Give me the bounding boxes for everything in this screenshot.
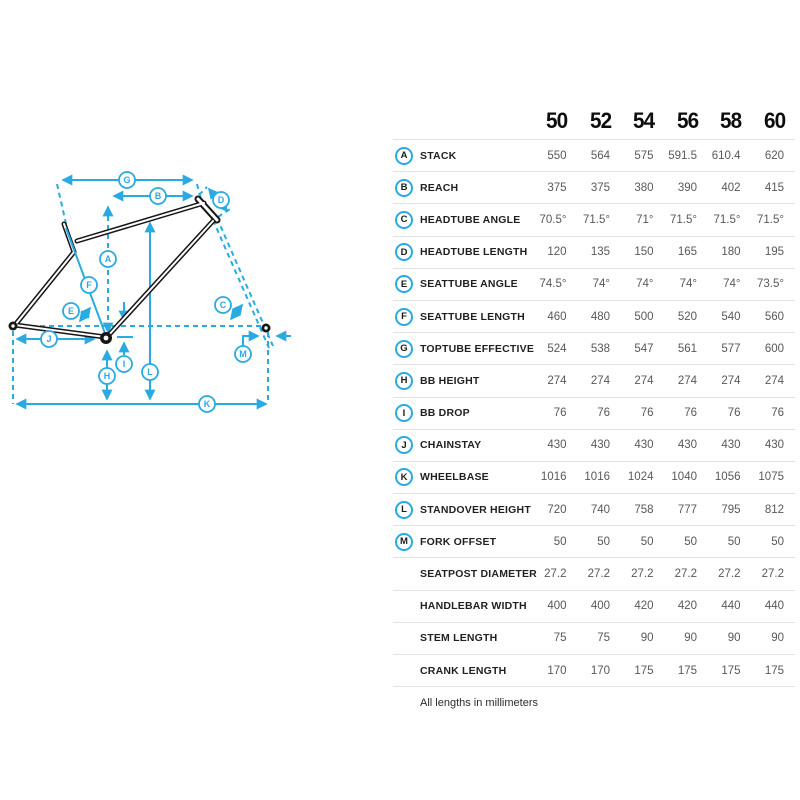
row-letter: H bbox=[400, 375, 408, 387]
geometry-row-stem-length bbox=[393, 622, 795, 654]
row-value: 74.5° bbox=[539, 278, 567, 291]
row-value: 540 bbox=[721, 310, 741, 323]
row-value: 74° bbox=[636, 278, 654, 291]
row-value: 610.4 bbox=[711, 149, 741, 162]
diagram-label-headtube-angle bbox=[215, 297, 231, 313]
row-letter: E bbox=[400, 278, 408, 290]
diagram-label-bb-drop bbox=[116, 356, 132, 372]
row-value: 520 bbox=[677, 310, 697, 323]
row-label: BB DROP bbox=[420, 407, 470, 420]
svg-text:J: J bbox=[46, 334, 52, 345]
svg-text:B: B bbox=[154, 191, 162, 202]
row-value: 1016 bbox=[584, 471, 610, 484]
geometry-row-seatpost-diameter bbox=[393, 557, 795, 589]
diagram-label-stack bbox=[100, 251, 116, 267]
row-value: 175 bbox=[677, 664, 697, 677]
geometry-row-headtube-angle bbox=[393, 203, 795, 235]
row-value: 538 bbox=[590, 342, 610, 355]
row-value: 74° bbox=[592, 278, 610, 291]
row-letter: I bbox=[402, 407, 406, 419]
headtube-ext-guide-bottom bbox=[218, 209, 230, 217]
row-value: 577 bbox=[721, 342, 741, 355]
row-value: 71.5° bbox=[670, 213, 697, 226]
diagram-label-toptube bbox=[119, 172, 135, 188]
geometry-row-handlebar-width bbox=[393, 590, 795, 622]
svg-text:E: E bbox=[67, 306, 75, 317]
row-letter-badge bbox=[395, 436, 413, 454]
row-value: 375 bbox=[590, 181, 610, 194]
row-label: HANDLEBAR WIDTH bbox=[420, 600, 527, 613]
diagram-label-bb-height bbox=[99, 368, 115, 384]
diagram-label-headtube-length bbox=[213, 192, 229, 208]
row-value: 50 bbox=[597, 535, 610, 548]
row-value: 795 bbox=[721, 503, 741, 516]
svg-text:C: C bbox=[219, 300, 227, 311]
geometry-row-toptube-effective bbox=[393, 332, 795, 364]
row-value: 76 bbox=[597, 407, 610, 420]
row-value: 402 bbox=[721, 181, 741, 194]
row-value: 274 bbox=[634, 374, 654, 387]
row-value: 120 bbox=[547, 246, 567, 259]
row-letter: F bbox=[401, 311, 407, 323]
size-column-header: 52 bbox=[589, 108, 611, 133]
row-value: 591.5 bbox=[668, 149, 697, 162]
row-value: 420 bbox=[677, 600, 697, 613]
frame-outline bbox=[15, 199, 217, 337]
svg-text:M: M bbox=[239, 349, 247, 360]
row-value: 150 bbox=[634, 246, 654, 259]
row-value: 135 bbox=[590, 246, 610, 259]
row-value: 50 bbox=[727, 535, 741, 548]
row-value: 175 bbox=[634, 664, 654, 677]
row-value: 430 bbox=[764, 439, 784, 452]
row-value: 73.5° bbox=[757, 278, 784, 291]
units-note: All lengths in millimeters bbox=[420, 697, 538, 710]
row-value: 90 bbox=[684, 632, 697, 645]
row-letter: B bbox=[400, 182, 408, 194]
row-value: 430 bbox=[677, 439, 697, 452]
row-value: 27.2 bbox=[718, 568, 741, 581]
size-column-header: 58 bbox=[720, 108, 742, 133]
row-value: 274 bbox=[590, 374, 610, 387]
svg-text:L: L bbox=[147, 367, 153, 378]
row-value: 76 bbox=[684, 407, 697, 420]
row-value: 550 bbox=[547, 149, 567, 162]
row-value: 75 bbox=[553, 632, 567, 645]
row-label: SEATPOST DIAMETER bbox=[420, 568, 537, 581]
row-value: 547 bbox=[634, 342, 654, 355]
row-value: 430 bbox=[721, 439, 741, 452]
row-value: 440 bbox=[764, 600, 784, 613]
row-label: STANDOVER HEIGHT bbox=[420, 503, 531, 516]
row-letter-badge bbox=[395, 179, 413, 197]
row-value: 1056 bbox=[714, 471, 741, 484]
svg-text:D: D bbox=[217, 195, 225, 206]
row-value: 50 bbox=[640, 535, 654, 548]
front-axle bbox=[262, 324, 271, 333]
row-value: 71.5° bbox=[757, 213, 784, 226]
diagram-label-standover bbox=[142, 364, 158, 380]
row-label: FORK OFFSET bbox=[420, 535, 497, 548]
geometry-row-crank-length bbox=[393, 654, 795, 686]
geometry-row-bb-drop bbox=[393, 397, 795, 429]
row-value: 27.2 bbox=[631, 568, 654, 581]
size-column-header: 50 bbox=[546, 108, 568, 133]
row-value: 27.2 bbox=[761, 568, 784, 581]
row-value: 720 bbox=[547, 503, 567, 516]
row-value: 74° bbox=[723, 278, 741, 291]
row-letter: D bbox=[400, 246, 408, 258]
size-header-row bbox=[393, 103, 795, 139]
row-value: 1075 bbox=[758, 471, 784, 484]
row-value: 90 bbox=[640, 632, 654, 645]
fork-offset-bracket bbox=[243, 336, 258, 346]
geometry-row-stack bbox=[393, 139, 795, 171]
diagram-label-reach bbox=[150, 188, 166, 204]
row-value: 274 bbox=[764, 374, 784, 387]
row-value: 415 bbox=[764, 181, 784, 194]
row-letter-badge bbox=[395, 243, 413, 261]
row-value: 1024 bbox=[627, 471, 654, 484]
row-letter-badge bbox=[395, 147, 413, 165]
row-value: 165 bbox=[677, 246, 697, 259]
row-value: 170 bbox=[547, 664, 567, 677]
row-value: 76 bbox=[771, 407, 784, 420]
rear-axle bbox=[9, 322, 18, 331]
row-value: 575 bbox=[634, 149, 654, 162]
row-value: 500 bbox=[634, 310, 654, 323]
svg-text:A: A bbox=[104, 254, 112, 265]
row-letter-badge bbox=[395, 372, 413, 390]
row-value: 430 bbox=[634, 439, 654, 452]
row-value: 777 bbox=[677, 503, 697, 516]
row-value: 400 bbox=[590, 600, 610, 613]
row-label: HEADTUBE ANGLE bbox=[420, 213, 521, 226]
size-column-header: 54 bbox=[633, 108, 655, 133]
svg-text:F: F bbox=[86, 280, 92, 291]
diagram-label-fork-offset bbox=[235, 346, 251, 362]
row-label: CRANK LENGTH bbox=[420, 664, 507, 677]
seattube-angle-arrow bbox=[80, 308, 90, 321]
row-value: 71° bbox=[636, 213, 654, 226]
row-value: 812 bbox=[764, 503, 784, 516]
row-value: 400 bbox=[547, 600, 567, 613]
row-value: 27.2 bbox=[674, 568, 697, 581]
row-value: 195 bbox=[764, 246, 784, 259]
size-column-header: 60 bbox=[763, 108, 785, 133]
row-letter-badge bbox=[395, 533, 413, 551]
svg-text:I: I bbox=[122, 359, 126, 370]
row-label: REACH bbox=[420, 181, 459, 194]
row-letter-badge bbox=[395, 211, 413, 229]
toptube-guide-line bbox=[57, 184, 67, 228]
row-letter: M bbox=[400, 536, 408, 548]
diagram-label-seattube-length bbox=[81, 277, 97, 293]
row-label: STEM LENGTH bbox=[420, 632, 498, 645]
row-value: 561 bbox=[677, 342, 697, 355]
row-value: 76 bbox=[727, 407, 741, 420]
row-value: 90 bbox=[727, 632, 741, 645]
row-value: 71.5° bbox=[713, 213, 741, 226]
row-value: 564 bbox=[590, 149, 610, 162]
row-value: 274 bbox=[721, 374, 741, 387]
row-value: 600 bbox=[764, 342, 784, 355]
row-label: STACK bbox=[420, 149, 457, 162]
row-value: 560 bbox=[764, 310, 784, 323]
row-value: 274 bbox=[677, 374, 697, 387]
row-value: 380 bbox=[634, 181, 654, 194]
row-value: 430 bbox=[590, 439, 610, 452]
row-value: 430 bbox=[547, 439, 567, 452]
row-letter-badge bbox=[395, 468, 413, 486]
size-column-header: 56 bbox=[676, 108, 698, 133]
geometry-table bbox=[393, 103, 795, 709]
row-value: 1016 bbox=[540, 471, 567, 484]
row-value: 76 bbox=[553, 407, 567, 420]
headtube-angle-arrow bbox=[231, 305, 242, 319]
row-letter-badge bbox=[395, 404, 413, 422]
row-value: 50 bbox=[771, 535, 784, 548]
row-letter: J bbox=[401, 439, 407, 451]
geometry-row-fork-offset bbox=[393, 525, 795, 557]
row-letter: K bbox=[400, 471, 408, 483]
row-label: SEATTUBE ANGLE bbox=[420, 278, 518, 291]
row-value: 524 bbox=[547, 342, 567, 355]
row-value: 440 bbox=[721, 600, 741, 613]
geometry-row-reach bbox=[393, 171, 795, 203]
row-value: 375 bbox=[547, 181, 567, 194]
geometry-row-headtube-length bbox=[393, 236, 795, 268]
row-label: TOPTUBE EFFECTIVE bbox=[420, 342, 535, 355]
bottom-bracket bbox=[100, 332, 112, 344]
row-value: 90 bbox=[771, 632, 784, 645]
bike-frame-diagram bbox=[0, 158, 300, 422]
row-label: BB HEIGHT bbox=[420, 374, 480, 387]
row-value: 480 bbox=[590, 310, 610, 323]
geometry-row-bb-height bbox=[393, 364, 795, 396]
row-value: 70.5° bbox=[539, 213, 567, 226]
row-value: 460 bbox=[547, 310, 567, 323]
diagram-label-seattube-angle bbox=[63, 303, 79, 319]
row-letter: L bbox=[401, 504, 407, 516]
geometry-row-wheelbase bbox=[393, 461, 795, 493]
steering-axis-line-1 bbox=[213, 220, 269, 348]
row-letter-badge bbox=[395, 340, 413, 358]
row-value: 50 bbox=[553, 535, 567, 548]
geometry-row-standover-height bbox=[393, 493, 795, 525]
row-letter-badge bbox=[395, 275, 413, 293]
row-value: 390 bbox=[677, 181, 697, 194]
row-value: 175 bbox=[721, 664, 741, 677]
row-value: 740 bbox=[590, 503, 610, 516]
row-value: 1040 bbox=[671, 471, 697, 484]
row-value: 27.2 bbox=[587, 568, 610, 581]
row-value: 175 bbox=[764, 664, 784, 677]
row-value: 420 bbox=[634, 600, 654, 613]
row-letter-badge bbox=[395, 308, 413, 326]
row-letter: C bbox=[400, 214, 408, 226]
svg-text:G: G bbox=[123, 175, 131, 186]
row-value: 50 bbox=[684, 535, 697, 548]
row-label: WHEELBASE bbox=[420, 471, 489, 484]
row-value: 27.2 bbox=[544, 568, 567, 581]
row-label: CHAINSTAY bbox=[420, 439, 482, 452]
headtube-ext-guide-top bbox=[199, 187, 207, 195]
svg-text:K: K bbox=[203, 399, 211, 410]
row-value: 620 bbox=[764, 149, 784, 162]
row-value: 71.5° bbox=[583, 213, 610, 226]
diagram-label-wheelbase bbox=[199, 396, 215, 412]
row-label: SEATTUBE LENGTH bbox=[420, 310, 525, 323]
row-value: 76 bbox=[640, 407, 654, 420]
row-value: 758 bbox=[634, 503, 654, 516]
row-label: HEADTUBE LENGTH bbox=[420, 246, 528, 259]
row-value: 180 bbox=[721, 246, 741, 259]
row-value: 274 bbox=[547, 374, 567, 387]
row-letter: G bbox=[400, 343, 408, 355]
row-letter-badge bbox=[395, 501, 413, 519]
geometry-row-seattube-length bbox=[393, 300, 795, 332]
row-letter: A bbox=[400, 150, 408, 162]
row-value: 170 bbox=[590, 664, 610, 677]
diagram-label-chainstay bbox=[41, 331, 57, 347]
geometry-rows bbox=[393, 139, 795, 687]
row-value: 75 bbox=[597, 632, 610, 645]
row-value: 74° bbox=[679, 278, 697, 291]
geometry-row-seattube-angle bbox=[393, 268, 795, 300]
geometry-row-chainstay bbox=[393, 429, 795, 461]
svg-text:H: H bbox=[103, 371, 111, 382]
